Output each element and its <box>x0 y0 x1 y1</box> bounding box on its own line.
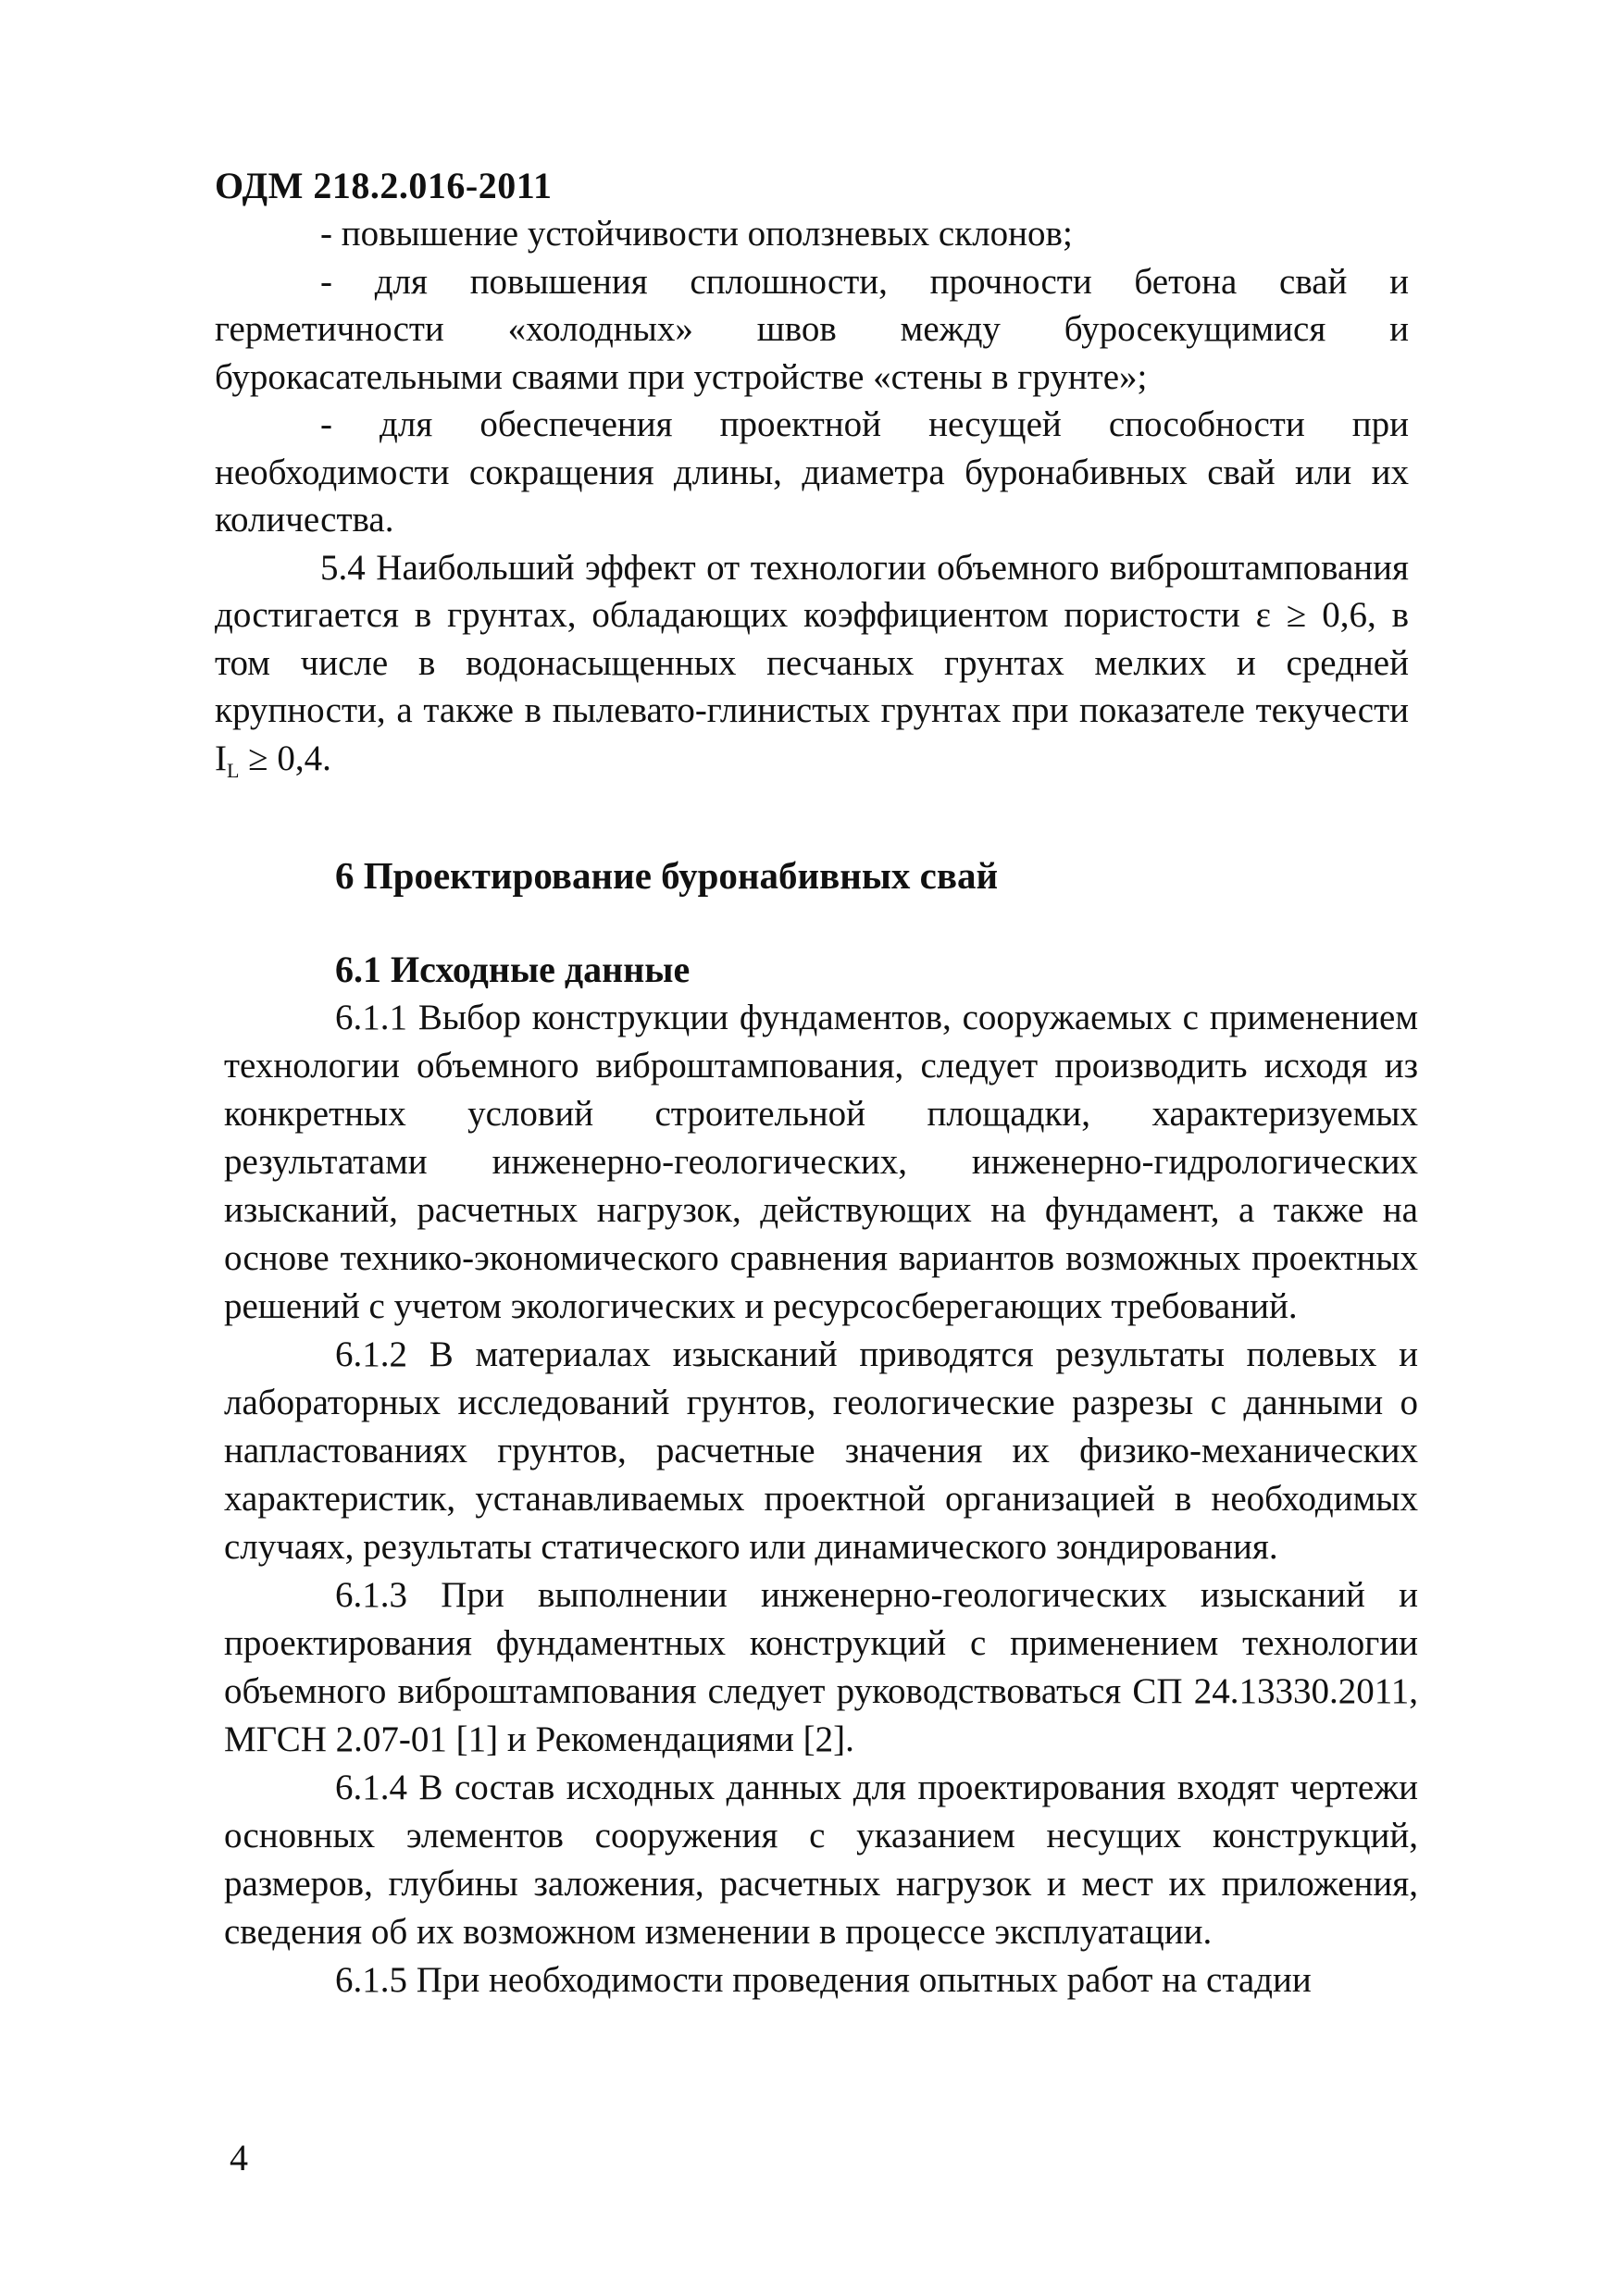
document-code: ОДМ 218.2.016-2011 <box>215 165 553 206</box>
paragraph-6-1-1: 6.1.1 Выбор конструкции фундаментов, сооружаемых с применением технологии объемного виброштампования, следует производить исходя из конкретных условий строительной площадки, характеризуемых результатами инженерно-геологических, инженерно-гидрологических изысканий, расчетных нагрузок, действующих на фундамент, а также на основе технико-экономического сравнения вариантов возможных проектных решений с учетом экологических и ресурсосберегающих требований. <box>224 998 1418 1326</box>
paragraph-5-4-tail: ≥ 0,4. <box>239 738 331 778</box>
paragraph-continuity-strength: - для повышения сплошности, прочности бетона свай и герметичности «холодных» швов между буросекущимися и бурокасательными сваями при устройстве «стены в грунте»; <box>215 261 1409 397</box>
page-content <box>215 162 1418 2004</box>
paragraph-bearing-capacity: - для обеспечения проектной несущей способности при необходимости сокращения длины, диаметра буронабивных свай или их количества. <box>215 404 1409 540</box>
page-number: 4 <box>230 2137 248 2178</box>
liquidity-index-subscript: L <box>227 758 240 782</box>
paragraph-5-4 <box>215 544 1409 795</box>
subsection-6-1-heading: 6.1 Исходные данные <box>335 949 691 990</box>
section-6 <box>224 851 1418 2004</box>
section-5-continuation <box>215 210 1409 794</box>
section-6-heading: 6 Проектирование буронабивных свай <box>335 854 999 897</box>
paragraph-6-1-5: 6.1.5 При необходимости проведения опытных работ на стадии <box>335 1960 1312 2000</box>
paragraph-6-1-2: 6.1.2 В материалах изысканий приводятся результаты полевых и лабораторных исследований грунтов, геологические разрезы с данными о напластованиях грунтов, расчетные значения их физико-механических характеристик, устанавливаемых проектной организацией в необходимых случаях, результаты статического или динамического зондирования. <box>224 1334 1418 1567</box>
paragraph-landslide-slopes: - повышение устойчивости оползневых склонов; <box>320 214 1073 254</box>
paragraph-5-4-text: 5.4 Наибольший эффект от технологии объемного виброштампования достигается в грунтах, обладающих коэффициентом пористости ε ≥ 0,6, в том числе в водонасыщенных песчаных грунтах мелких и средней крупности, а также в пылевато-глинистых грунтах при показателе текучести I <box>215 547 1409 778</box>
paragraph-6-1-3: 6.1.3 При выполнении инженерно-геологических изысканий и проектирования фундаментных конструкций с применением технологии объемного виброштампования следует руководствоваться СП 24.13330.2011, МГСН 2.07-01 [1] и Рекомендациями [2]. <box>224 1575 1418 1759</box>
paragraph-6-1-4: 6.1.4 В состав исходных данных для проектирования входят чертежи основных элементов сооружения с указанием несущих конструкций, размеров, глубины заложения, расчетных нагрузок и мест их приложения, сведения об их возможном изменении в процессе эксплуатации. <box>224 1768 1418 1952</box>
